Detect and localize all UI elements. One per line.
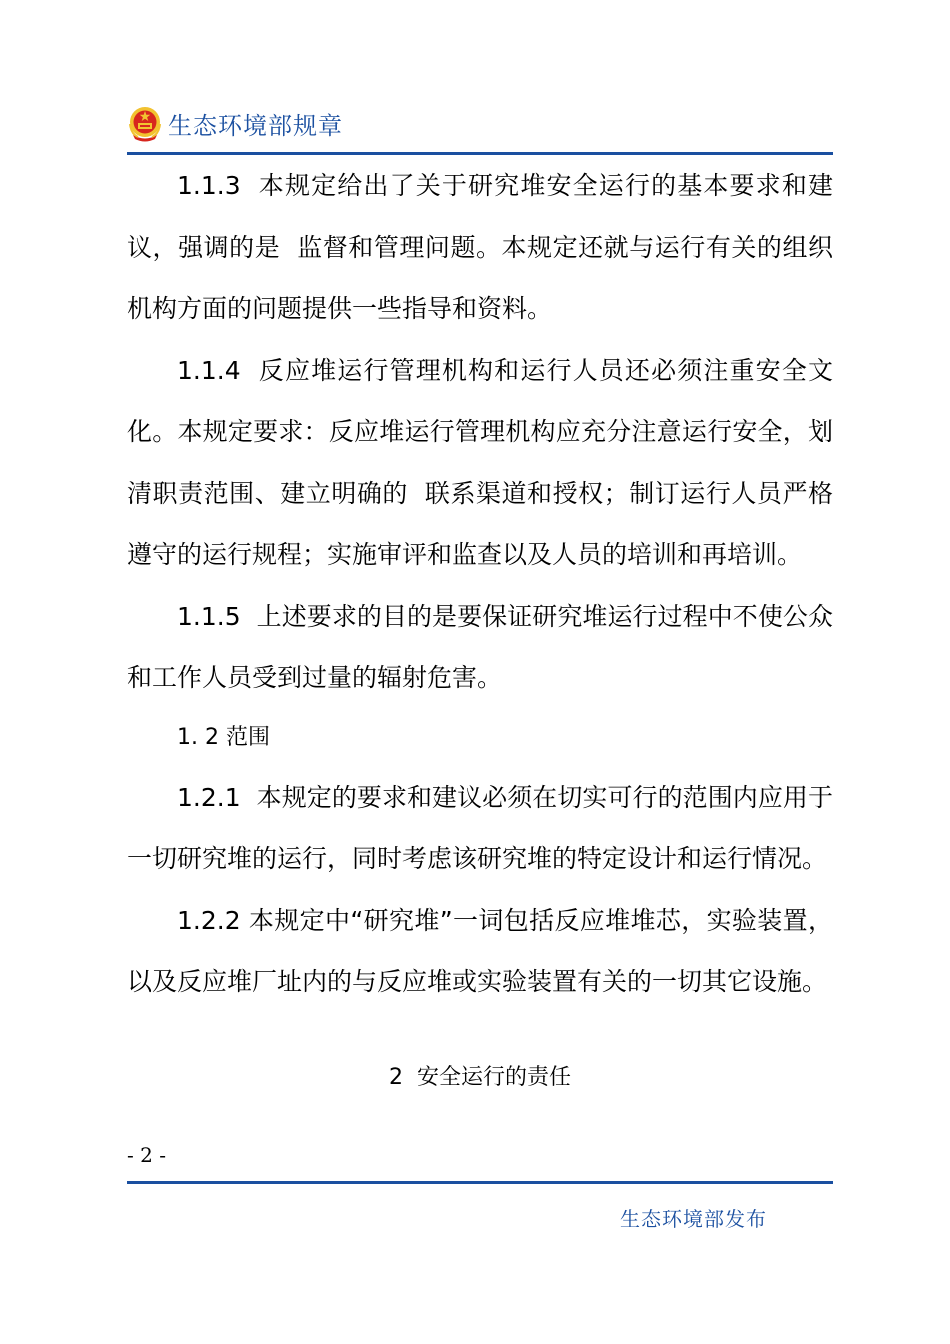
page-header bbox=[128, 100, 343, 146]
paragraph-1-1-4: 1.1.4 反应堆运行管理机构和运行人员还必须注重安全文化。本规定要求：反应堆运行管理机构应充分注意运行安全，划清职责范围、建立明确的 联系渠道和授权；制订运行人员严格遵守的运行规程；实施审评和监查以及人员的培训和再培训。 bbox=[127, 355, 833, 569]
paragraph-1-1-5: 1.1.5 上述要求的目的是要保证研究堆运行过程中不使公众和工作人员受到过量的辐射危害。 bbox=[127, 601, 833, 692]
footer-publisher: 生态环境部发布 bbox=[620, 1207, 767, 1231]
subheading-scope: 1. 2 范围 bbox=[177, 724, 270, 750]
paragraph-1-2-1: 1.2.1 本规定的要求和建议必须在切实可行的范围内应用于一切研究堆的运行，同时考虑该研究堆的特定设计和运行情况。 bbox=[127, 782, 833, 873]
footer-divider bbox=[127, 1181, 833, 1184]
paragraph-1-2-2: 1.2.2 本规定中“研究堆”一词包括反应堆堆芯，实验装置，以及反应堆厂址内的与反应堆或实验装置有关的一切其它设施。 bbox=[127, 905, 833, 996]
page-number: - 2 - bbox=[127, 1143, 166, 1167]
section-title: 2 安全运行的责任 bbox=[389, 1065, 571, 1090]
header-title: 生态环境部规章 bbox=[168, 111, 343, 140]
document-body bbox=[127, 155, 833, 1013]
national-emblem-icon bbox=[128, 104, 162, 142]
paragraph-1-1-3: 1.1.3 本规定给出了关于研究堆安全运行的基本要求和建议，强调的是 监督和管理问题。本规定还就与运行有关的组织机构方面的问题提供一些指导和资料。 bbox=[127, 171, 833, 323]
